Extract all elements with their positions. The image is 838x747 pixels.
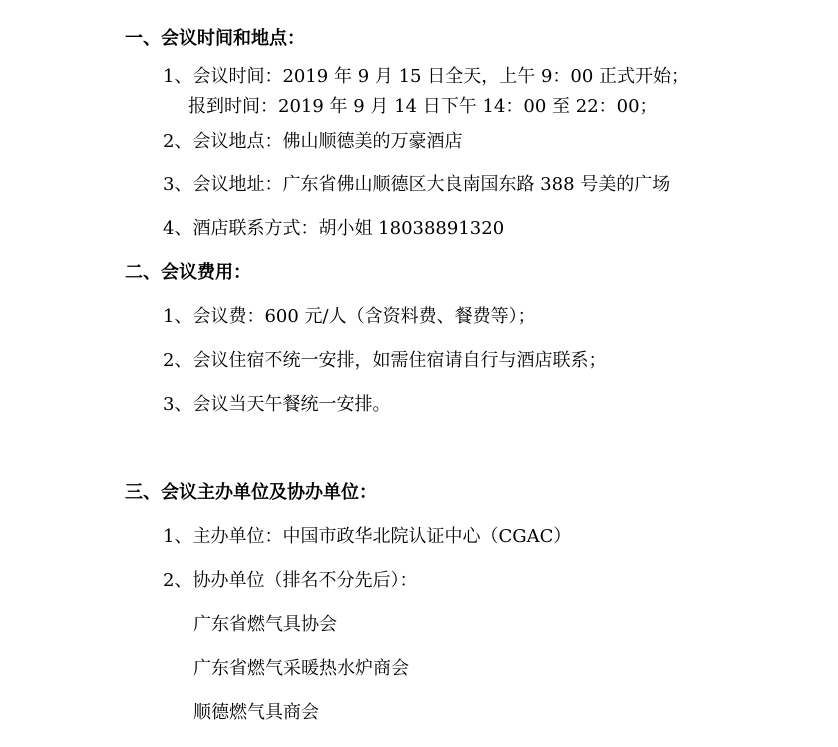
registration-time-line: 报到时间：2019 年 9 月 14 日下午 14：00 至 22：00； bbox=[188, 96, 658, 117]
co-organizer-item: 广东省燃气具协会 bbox=[193, 614, 337, 635]
section-heading-time-location: 一、会议时间和地点： bbox=[125, 28, 305, 49]
co-organizers-label: 2、协办单位（排名不分先后）： bbox=[163, 570, 418, 591]
hotel-contact-line: 4、酒店联系方式：胡小姐 18038891320 bbox=[163, 218, 505, 239]
co-organizer-item: 顺德燃气具商会 bbox=[193, 702, 319, 723]
lunch-line: 3、会议当天午餐统一安排。 bbox=[163, 394, 391, 415]
section-heading-organizers: 三、会议主办单位及协办单位： bbox=[125, 482, 377, 503]
host-organizer-line: 1、主办单位：中国市政华北院认证中心（CGAC） bbox=[163, 526, 572, 547]
meeting-time-line: 1、会议时间：2019 年 9 月 15 日全天，上午 9：00 正式开始； bbox=[163, 66, 690, 87]
co-organizer-item: 广东省燃气采暖热水炉商会 bbox=[193, 658, 409, 679]
accommodation-line: 2、会议住宿不统一安排，如需住宿请自行与酒店联系； bbox=[163, 350, 607, 371]
meeting-fee-line: 1、会议费：600 元/人（含资料费、餐费等）； bbox=[163, 306, 536, 327]
meeting-address-line: 3、会议地址：广东省佛山顺德区大良南国东路 388 号美的广场 bbox=[163, 174, 671, 195]
section-heading-fees: 二、会议费用： bbox=[125, 262, 251, 283]
meeting-venue-line: 2、会议地点：佛山顺德美的万豪酒店 bbox=[163, 131, 463, 152]
